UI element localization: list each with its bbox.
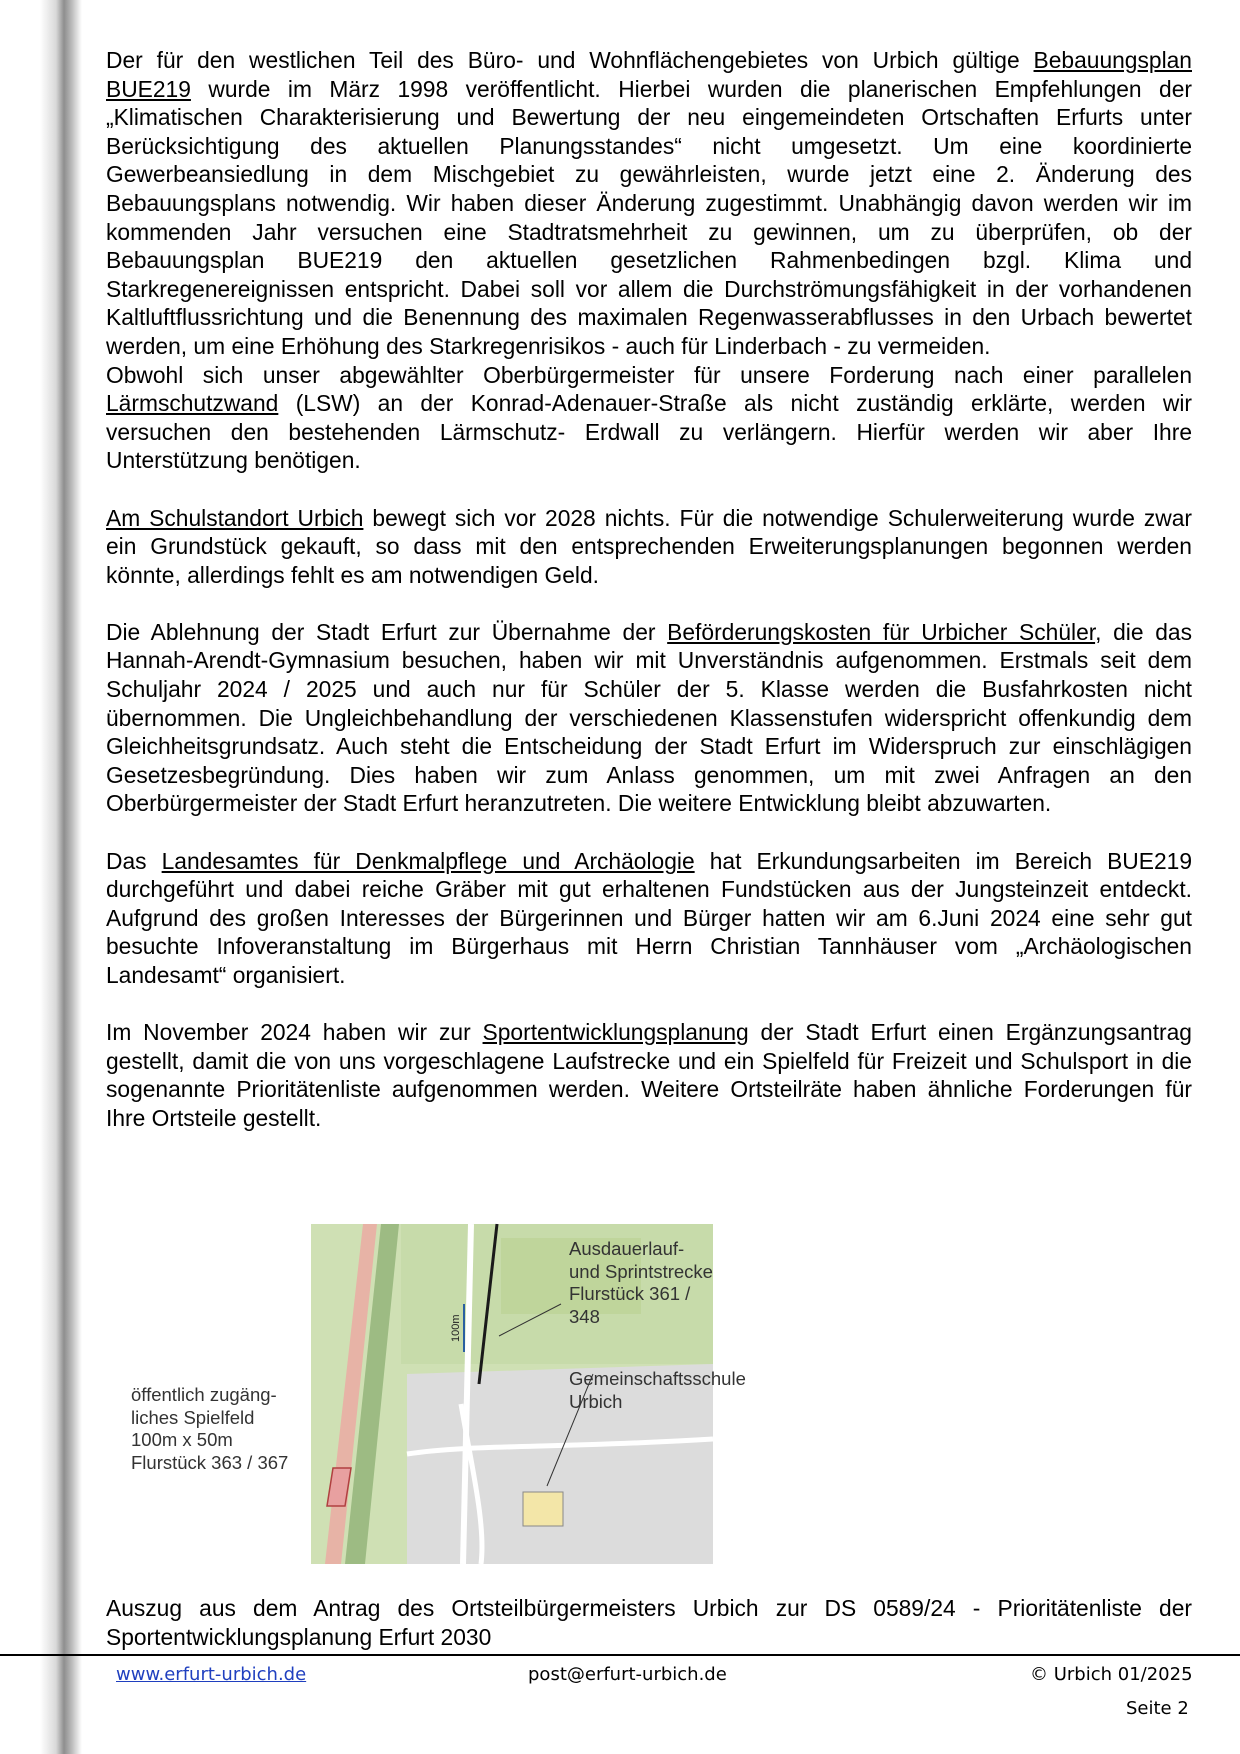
label-line: Flurstück 363 / 367: [131, 1451, 289, 1473]
map-caption: Auszug aus dem Antrag des Ortsteilbürgermeisters Urbich zur DS 0589/24 - Prioritätenliste der Sportentwicklungsplanung Erfurt 2030: [106, 1595, 1192, 1650]
link-sportentwicklungsplanung[interactable]: Sportentwicklungsplanung: [482, 1019, 749, 1046]
link-bebauungsplan[interactable]: Bebauungsplan BUE219: [106, 47, 1192, 102]
label-line: Ausdauerlauf-: [569, 1238, 685, 1259]
link-laermschutzwand[interactable]: Lärmschutzwand: [106, 390, 279, 417]
site-map: [311, 1224, 746, 1564]
text-span: wurde im März 1998 veröffentlicht. Hierbei wurden die planerischen Empfehlungen der „Klimatischen Charakterisierung und Bewertung der neu eingemeindeten Ortschaften Erfurts unter Berücksichtigung des aktuellen Planungsstandes“ nicht umgesetzt. Um eine koordinierte Gewerbeansiedlung in dem Mischgebiet zu gewährleisten, wurde jetzt eine 2. Änderung des Bebauungsplans notwendig. Wir haben dieser Änderung zugestimmt. Unabhängig davon werden wir im kommenden Jahr versuchen eine Stadtratsmehrheit zu gewinnen, um zu überprüfen, ob der Bebauungsplan BUE219 den aktuellen gesetzlichen Rahmenbedingen bzgl. Klima und Starkregenereignissen entspricht. Dabei soll vor allem die Durchströmungsfähigkeit in der vorhandenen Kaltluftflussrichtung und die Benennung des maximalen Regenwasserabflusses in den Urbach bewertet werden, um eine Erhöhung des Starkregenrisikos - auch für Linderbach - zu vermeiden.: [106, 75, 1192, 359]
link-befoerderungskosten[interactable]: Beförderungskosten für Urbicher Schüler: [667, 618, 1096, 645]
link-landesamt[interactable]: Landesamtes für Denkmalpflege und Archäologie: [161, 847, 695, 874]
label-line: und Sprintstrecke: [569, 1260, 713, 1282]
footer-email: post@erfurt-urbich.de: [528, 1664, 727, 1685]
paragraph-befoerderung: [106, 618, 1192, 818]
label-line: Gemeinschaftsschule: [569, 1368, 746, 1389]
page-number: Seite 2: [1126, 1698, 1189, 1719]
footer-website-link[interactable]: www.erfurt-urbich.de: [116, 1664, 307, 1685]
text-span: Der für den westlichen Teil des Büro- und Wohnflächengebietes von Urbich gültige: [106, 47, 1034, 73]
text-span: Obwohl sich unser abgewählter Oberbürgermeister für unsere Forderung nach einer parallelen: [106, 361, 1192, 388]
text-span: Im November 2024 haben wir zur: [106, 1019, 483, 1046]
text-span: Das: [106, 847, 162, 874]
paragraph-sportentwicklung: [106, 1018, 1192, 1132]
paragraph-bebauungsplan: [106, 46, 1192, 361]
label-school: [569, 1368, 746, 1413]
text-span: der Stadt Erfurt einen Ergänzungsantrag gestellt, damit die von uns vorgeschlagene Laufstrecke und ein Spielfeld für Freizeit und Schulsport in die sogenannte Prioritätenliste aufgenommen werden. Weitere Ortsteilräte haben ähnliche Forderungen für Ihre Ortsteile gestellt.: [106, 1019, 1192, 1131]
text-span: , die das Hannah-Arendt-Gymnasium besuchen, haben wir mit Unverständnis aufgenommen. Erstmals seit dem Schuljahr 2024 / 2025 und auch nur für Schüler der 5. Klasse werden die Busfahrkosten nicht übernommen. Die Ungleichbehandlung der verschiedenen Klassenstufen widerspricht offenkundig dem Gleichheitsgrundsatz. Auch steht die Entscheidung der Stadt Erfurt im Widerspruch zur einschlägigen Gesetzesbegründung. Dies haben wir zum Anlass genommen, um mit zwei Anfragen an den Oberbürgermeister der Stadt Erfurt heranzutreten. Die weitere Entwicklung bleibt abzuwarten.: [106, 618, 1192, 817]
paragraph-schulstandort: [106, 504, 1192, 590]
label-field: [131, 1384, 288, 1474]
label-line: liches Spielfeld: [131, 1406, 255, 1428]
scale-label: 100m: [450, 1314, 462, 1342]
footer-divider: [0, 1654, 1240, 1656]
label-line: Urbich: [569, 1390, 623, 1412]
label-line: Flurstück 361 / 348: [569, 1283, 691, 1327]
school-building: [523, 1492, 563, 1526]
label-line: 100m x 50m: [131, 1429, 233, 1450]
link-schulstandort[interactable]: Am Schulstandort Urbich: [106, 504, 364, 531]
text-span: bewegt sich vor 2028 nichts. Für die notwendige Schulerweiterung wurde zwar ein Grundstück gekauft, so dass mit den entsprechenden Erweiterungsplanungen begonnen werden könnte, allerdings fehlt es am notwendigen Geld.: [106, 504, 1192, 588]
page-edge-shadow: [0, 0, 82, 1754]
label-line: öffentlich zugäng-: [131, 1384, 277, 1405]
main-text: [106, 46, 1192, 1133]
paragraph-laermschutz: [106, 361, 1192, 475]
label-track: [569, 1238, 713, 1328]
text-span: (LSW) an der Konrad-Adenauer-Straße als nicht zuständig erklärte, werden wir versuchen den bestehenden Lärmschutz- Erdwall zu verlängern. Hierfür werden wir aber Ihre Unterstützung benötigen.: [106, 390, 1192, 474]
footer-copyright: © Urbich 01/2025: [1030, 1664, 1193, 1685]
paragraph-denkmalpflege: [106, 847, 1192, 990]
text-span: Die Ablehnung der Stadt Erfurt zur Übernahme der: [106, 618, 668, 645]
text-span: hat Erkundungsarbeiten im Bereich BUE219 durchgeführt und dabei reiche Gräber mit gut erhaltenen Fundstücken aus der Jungsteinzeit entdeckt. Aufgrund des großen Interesses der Bürgerinnen und Bürger hatten wir am 6.Juni 2024 eine sehr gut besuchte Infoveranstaltung im Bürgerhaus mit Herrn Christian Tannhäuser vom „Archäologischen Landesamt“ organisiert.: [106, 847, 1193, 988]
